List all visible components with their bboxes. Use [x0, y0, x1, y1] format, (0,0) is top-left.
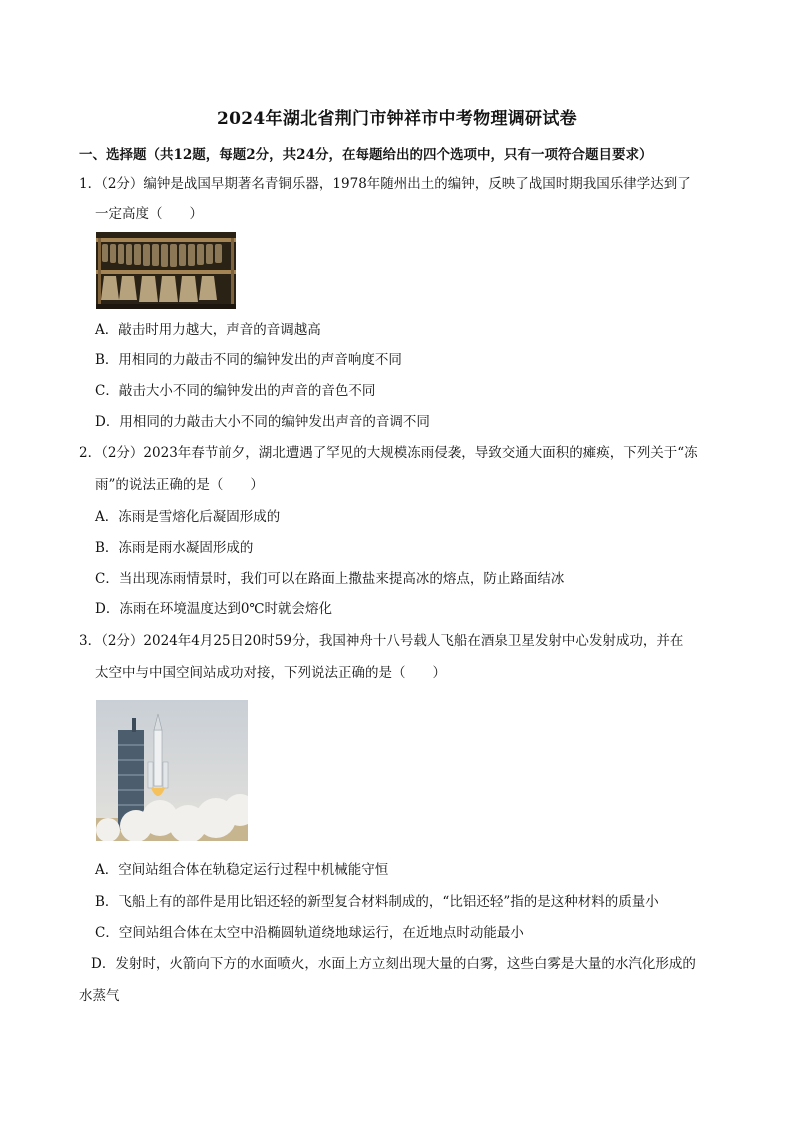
q1-stem-line1: 1．（2分）编钟是战国早期著名青铜乐器，1978年随州出土的编钟，反映了战国时期我国乐律学达到了: [79, 176, 691, 192]
section-heading: 一、选择题（共12题，每题2分，共24分，在每题给出的四个选项中，只有一项符合题目要求）: [79, 147, 653, 163]
q1-option-c: C．敲击大小不同的编钟发出的声音的音色不同: [95, 383, 376, 399]
q3-stem-line1: 3．（2分）2024年4月25日20时59分，我国神舟十八号载人飞船在酒泉卫星发射中心发射成功，并在: [79, 633, 684, 649]
q2-stem-line2: 雨”的说法正确的是（ ）: [95, 477, 264, 493]
q1-stem-line2: 一定高度（ ）: [95, 206, 203, 222]
q2-option-d: D．冻雨在环境温度达到0℃时就会熔化: [95, 601, 333, 617]
q2-stem-line1: 2．（2分）2023年春节前夕，湖北遭遇了罕见的大规模冻雨侵袭，导致交通大面积的瘫痪，下列关于“冻: [79, 445, 698, 461]
bianzhong-bells-illustration: [96, 232, 236, 309]
q3-stem-line2: 太空中与中国空间站成功对接，下列说法正确的是（ ）: [95, 665, 446, 681]
bianzhong-bells-image: [96, 232, 236, 309]
q3-option-b: B．飞船上有的部件是用比铝还轻的新型复合材料制成的，“比铝还轻”指的是这种材料的质量小: [95, 894, 659, 910]
q1-option-b: B．用相同的力敲击不同的编钟发出的声音响度不同: [95, 352, 402, 368]
q3-option-d-line1: D．发射时，火箭向下方的水面喷火，水面上方立刻出现大量的白雾，这些白雾是大量的水汽化形成的: [91, 956, 696, 972]
q1-option-d: D．用相同的力敲击大小不同的编钟发出声音的音调不同: [95, 414, 430, 430]
q1-option-a: A．敲击时用力越大，声音的音调越高: [95, 322, 321, 338]
q2-option-a: A．冻雨是雪熔化后凝固形成的: [95, 509, 281, 525]
q2-option-c: C．当出现冻雨情景时，我们可以在路面上撒盐来提高冰的熔点，防止路面结冰: [95, 571, 565, 587]
q3-option-a: A．空间站组合体在轨稳定运行过程中机械能守恒: [95, 862, 389, 878]
rocket-launch-illustration: [96, 700, 248, 841]
page-title: 2024年湖北省荆门市钟祥市中考物理调研试卷: [217, 109, 577, 129]
rocket-launch-image: [96, 700, 248, 841]
q3-option-d-line2: 水蒸气: [79, 988, 120, 1004]
q3-option-c: C．空间站组合体在太空中沿椭圆轨道绕地球运行，在近地点时动能最小: [95, 925, 524, 941]
q2-option-b: B．冻雨是雨水凝固形成的: [95, 540, 254, 556]
